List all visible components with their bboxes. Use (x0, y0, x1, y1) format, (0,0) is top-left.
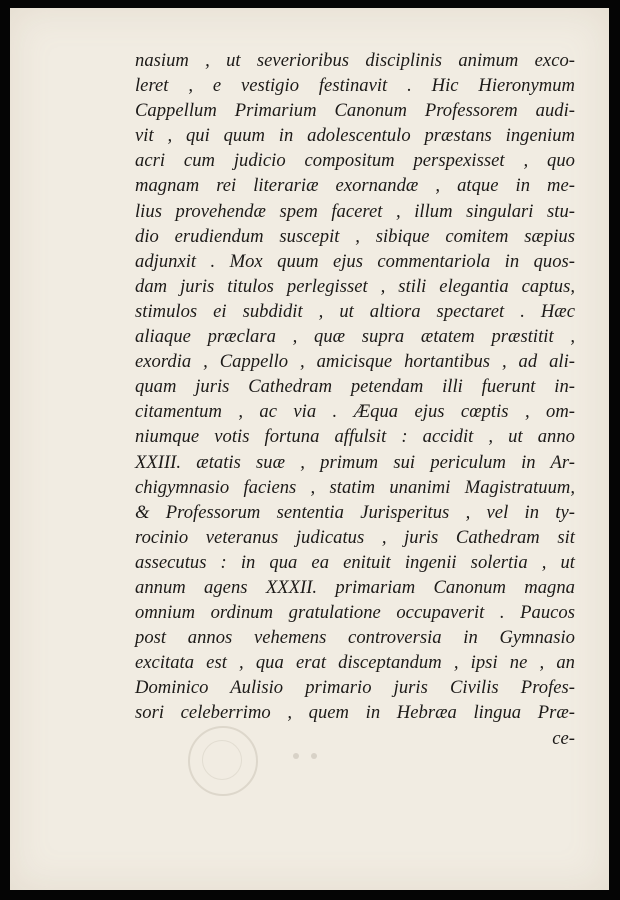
text-line: adjunxit . Mox quum ejus commentariola in quos- (135, 250, 575, 272)
ink-specks (293, 746, 333, 758)
text-line: citamentum , ac via . Æqua ejus cœptis , om- (135, 401, 575, 423)
text-line: Cappellum Primarium Canonum Professorem audi- (135, 100, 575, 122)
text-line: nasium , ut severioribus disciplinis animum exco- (135, 50, 575, 71)
text-line: aliaque præclara , quæ supra ætatem præstitit , (135, 326, 575, 348)
text-line: excitata est , qua erat disceptandum , ipsi ne , an (135, 652, 575, 674)
text-line: XXIII. ætatis suæ , primum sui periculum in Ar- (135, 451, 575, 473)
text-line: annum agens XXXII. primariam Canonum magna (135, 576, 575, 598)
text-line: exordia , Cappello , amicisque hortantibus , ad ali- (135, 351, 575, 373)
text-line: dio erudiendum suscepit , sibique comitem sæpius (135, 225, 575, 247)
text-line: chigymnasio faciens , statim unanimi Magistratuum, (135, 476, 575, 498)
text-line: niumque votis fortuna affulsit : accidit , ut anno (135, 426, 575, 448)
text-line: quam juris Cathedram petendam illi fuerunt in- (135, 376, 575, 398)
text-line: assecutus : in qua ea enituit ingenii solertia , ut (135, 551, 575, 573)
text-line: vit , qui quum in adolescentulo præstans ingenium (135, 125, 575, 147)
text-line: post annos vehemens controversia in Gymnasio (135, 627, 575, 649)
text-line: & Professorum sententia Jurisperitus , vel in ty- (135, 501, 575, 523)
text-line: omnium ordinum gratulatione occupaverit . Paucos (135, 602, 575, 624)
text-line: dam juris titulos perlegisset , stili elegantia captus, (135, 275, 575, 297)
text-line: leret , e vestigio festinavit . Hic Hieronymum (135, 75, 575, 97)
library-stamp-mark (188, 726, 258, 796)
text-line: stimulos ei subdidit , ut altiora spectaret . Hæc (135, 300, 575, 322)
text-line: lius provehendæ spem faceret , illum singulari stu- (135, 200, 575, 222)
text-line: rocinio veteranus judicatus , juris Cathedram sit (135, 526, 575, 548)
book-page (10, 8, 609, 890)
text-line: sori celeberrimo , quem in Hebræa lingua Præ- (135, 702, 575, 724)
text-line: magnam rei literariæ exornandæ , atque in me- (135, 175, 575, 197)
text-block (135, 48, 575, 751)
text-line: acri cum judicio compositum perspexisset , quo (135, 150, 575, 172)
text-line: Dominico Aulisio primario juris Civilis Profes- (135, 677, 575, 699)
catchword: ce- (552, 727, 575, 749)
